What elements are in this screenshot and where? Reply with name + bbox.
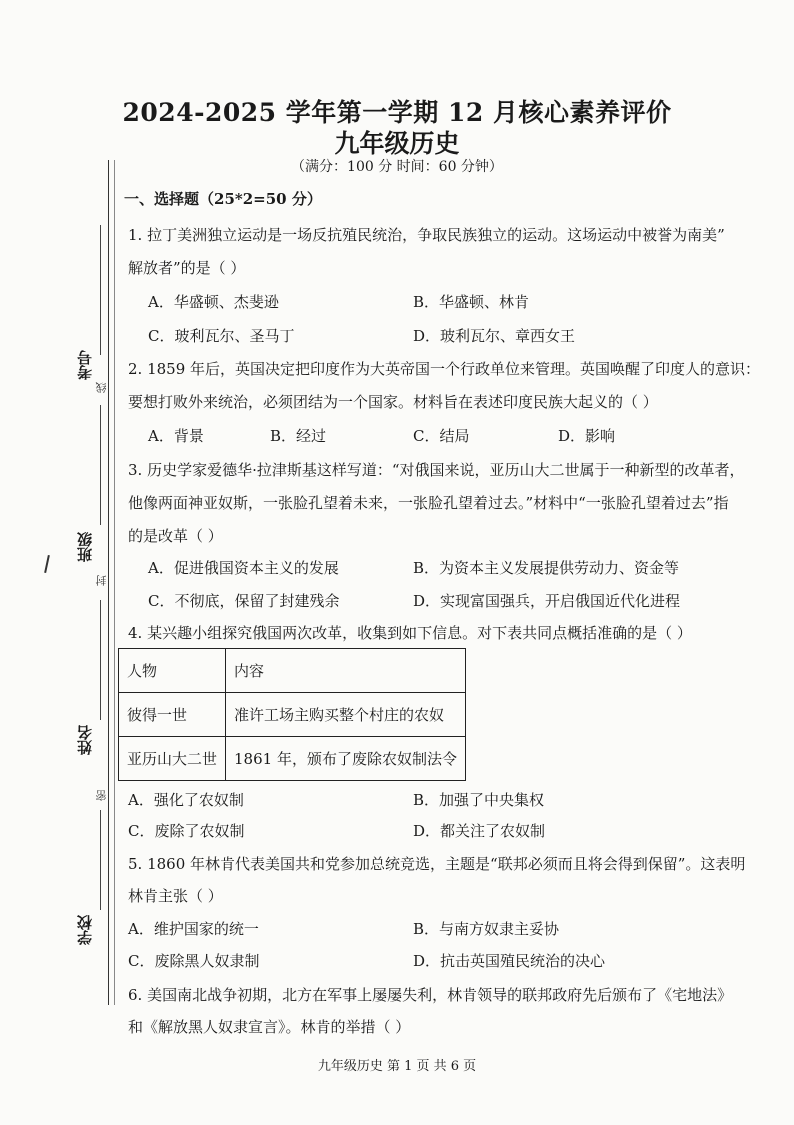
question-1-stem: 1. 拉丁美洲独立运动是一场反抗殖民统治，争取民族独立的运动。这场运动中被誉为南美” — [128, 226, 725, 244]
question-4-option-b[interactable]: B．加强了中央集权 — [413, 791, 545, 809]
binding-border-line-inner — [114, 160, 115, 1005]
question-2-option-c[interactable]: C．结局 — [413, 427, 470, 445]
table-row — [119, 693, 466, 737]
binding-field-exam-number: 考号 — [76, 350, 94, 380]
table-cell: 准许工场主购买整个村庄的农奴 — [226, 693, 466, 737]
binding-line — [100, 225, 101, 355]
question-3-option-a[interactable]: A．促进俄国资本主义的发展 — [148, 559, 339, 577]
question-3-stem: 3. 历史学家爱德华·拉津斯基这样写道：“对俄国来说，亚历山大二世属于一种新型的改革者， — [128, 461, 745, 479]
table-header-cell: 内容 — [226, 649, 466, 693]
binding-field-school: 学校 — [76, 915, 94, 945]
table-header-row — [119, 649, 466, 693]
binding-line — [100, 810, 101, 910]
question-2-option-a[interactable]: A．背景 — [148, 427, 204, 445]
question-4-table — [118, 648, 466, 781]
binding-mark-seal: 封 — [95, 575, 108, 586]
question-1-option-d[interactable]: D．玻利瓦尔、章西女王 — [413, 327, 576, 345]
question-3-option-d[interactable]: D．实现富国强兵，开启俄国近代化进程 — [413, 592, 681, 610]
question-6-stem: 和《解放黑人奴隶宣言》。林肯的举措（ ） — [128, 1018, 411, 1036]
binding-mark-line: 线 — [95, 382, 108, 393]
exam-subject: 九年级历史 — [334, 129, 460, 158]
binding-line — [100, 405, 101, 525]
table-cell: 彼得一世 — [119, 693, 226, 737]
question-3-stem: 的是改革（ ） — [128, 527, 223, 545]
section-heading: 一、选择题（25*2=50 分） — [124, 190, 322, 208]
table-row — [119, 737, 466, 781]
page-footer: 九年级历史 第 1 页 共 6 页 — [317, 1059, 477, 1074]
exam-title: 2024-2025 学年第一学期 12 月核心素养评价 — [122, 98, 672, 127]
question-5-option-d[interactable]: D．抗击英国殖民统治的决心 — [413, 952, 606, 970]
binding-line — [100, 600, 101, 720]
question-3-stem: 他像两面神亚奴斯，一张脸孔望着未来，一张脸孔望着过去。”材料中“一张脸孔望着过去”指 — [128, 494, 729, 512]
question-1-stem: 解放者”的是（ ） — [128, 259, 246, 277]
question-5-option-a[interactable]: A．维护国家的统一 — [128, 920, 259, 938]
question-1-option-a[interactable]: A．华盛顿、杰斐逊 — [148, 293, 279, 311]
question-4-stem: 4. 某兴趣小组探究俄国两次改革，收集到如下信息。对下表共同点概括准确的是（ ） — [128, 624, 692, 642]
question-1-option-b[interactable]: B．华盛顿、林肯 — [413, 293, 530, 311]
binding-mark-seal-close: 密 — [95, 790, 108, 801]
table-cell: 亚历山大二世 — [119, 737, 226, 781]
question-5-option-b[interactable]: B．与南方奴隶主妥协 — [413, 920, 560, 938]
question-2-option-d[interactable]: D．影响 — [558, 427, 616, 445]
question-4-option-c[interactable]: C．废除了农奴制 — [128, 822, 245, 840]
table-header-cell: 人物 — [119, 649, 226, 693]
pen-mark — [44, 555, 50, 573]
question-5-option-c[interactable]: C．废除黑人奴隶制 — [128, 952, 260, 970]
question-5-stem: 5. 1860 年林肯代表美国共和党参加总统竞选，主题是“联邦必须而且将会得到保留”。这表明 — [128, 855, 746, 873]
question-1-option-c[interactable]: C．玻利瓦尔、圣马丁 — [148, 327, 295, 345]
question-2-stem: 2. 1859 年后，英国决定把印度作为大英帝国一个行政单位来管理。英国唤醒了印度人的意识： — [128, 360, 761, 378]
question-5-stem: 林肯主张（ ） — [128, 887, 223, 905]
binding-field-class: 班级 — [76, 532, 94, 562]
binding-field-name: 姓名 — [76, 725, 94, 755]
question-3-option-b[interactable]: B．为资本主义发展提供劳动力、资金等 — [413, 559, 680, 577]
exam-meta: （满分：100 分 时间：60 分钟） — [291, 159, 503, 175]
question-3-option-c[interactable]: C．不彻底，保留了封建残余 — [148, 592, 340, 610]
binding-strip — [60, 160, 106, 1005]
table-cell: 1861 年，颁布了废除农奴制法令 — [226, 737, 466, 781]
question-4-option-a[interactable]: A．强化了农奴制 — [128, 791, 244, 809]
question-2-option-b[interactable]: B．经过 — [270, 427, 327, 445]
question-4-option-d[interactable]: D．都关注了农奴制 — [413, 822, 546, 840]
question-2-stem: 要想打败外来统治，必须团结为一个国家。材料旨在表述印度民族大起义的（ ） — [128, 393, 658, 411]
question-6-stem: 6. 美国南北战争初期，北方在军事上屡屡失利，林肯领导的联邦政府先后颁布了《宅地法》 — [128, 986, 733, 1004]
